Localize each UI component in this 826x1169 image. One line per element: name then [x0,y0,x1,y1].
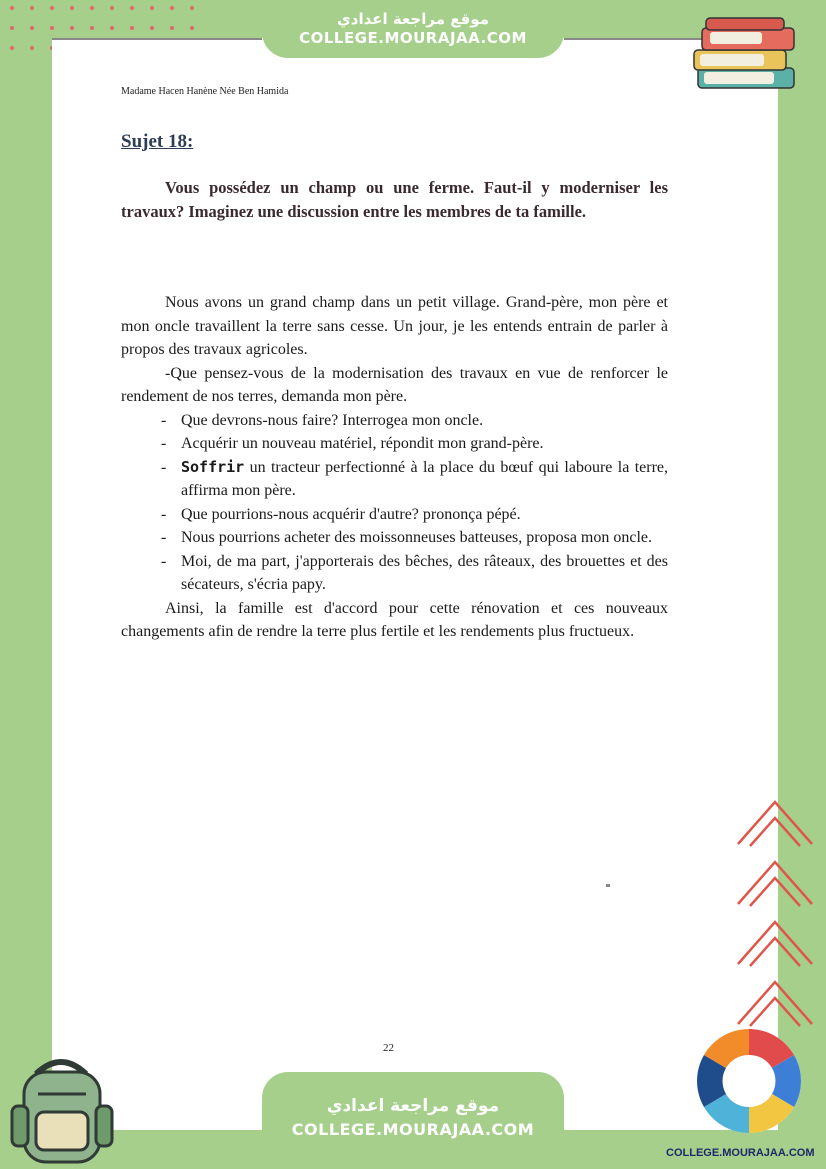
site-url[interactable]: COLLEGE.MOURAJAA.COM [299,29,527,47]
site-url[interactable]: COLLEGE.MOURAJAA.COM [291,1120,535,1139]
conclusion-paragraph: Ainsi, la famille est d'accord pour cette rénovation et ces nouveaux changements afin de rendre la terre plus fertile et les rendements plus fructueux. [121,599,668,640]
books-stack-icon [690,14,802,94]
dialogue-line: - Moi, de ma part, j'apporterais des bêches, des râteaux, des brouettes et des sécateurs, s'écria papy. [161,552,668,593]
dialogue-line: - Soffrir un tracteur perfectionné à la place du bœuf qui laboure la terre, affirma mon père. [161,457,668,499]
dialogue-line: - Acquérir un nouveau matériel, répondit mon grand-père. [161,435,544,452]
page-number: 22 [383,1042,394,1054]
header-banner [262,0,564,58]
divider [52,38,262,40]
essay-body [121,291,668,644]
dialogue-line: - Que devrons-nous faire? Interrogea mon oncle. [161,411,484,429]
chevron-up-icon [732,792,818,852]
site-name-arabic: موقع مراجعة اعدادي [337,10,489,28]
scan-speck [606,884,610,887]
intro-paragraph: Nous avons un grand champ dans un petit village. Grand-père, mon père et mon oncle travaillent la terre sans cesse. Un jour, je les entends entrain de parler à propos des travaux agricoles. [121,294,668,358]
question-paragraph: -Que pensez-vous de la modernisation des travaux en vue de renforcer le rendement de nos terres, demanda mon père. [121,364,668,405]
site-name-arabic: موقع مراجعة اعدادي [326,1096,500,1116]
subjects-wheel-logo-icon [694,1025,804,1143]
chevron-up-icon [732,972,818,1032]
dialogue-line: - Nous pourrions acheter des moissonneuses batteuses, proposa mon oncle. [161,529,653,546]
essay-prompt: Vous possédez un champ ou une ferme. Faut-il y moderniser les travaux? Imaginez une discussion entre les membres de ta famille. [121,178,668,221]
subject-title: Sujet 18: [121,131,194,152]
chevron-up-icon [732,852,818,912]
logo-site-url: COLLEGE.MOURAJAA.COM [666,1147,815,1159]
chevron-up-icon [732,912,818,972]
backpack-icon [6,1054,116,1166]
dialogue-line: - Que pourrions-nous acquérir d'autre? prononça pépé. [161,505,521,523]
author-name: Madame Hacen Hanène Née Ben Hamida [121,86,289,97]
handwritten-word: Soffrir [181,457,245,476]
footer-banner [262,1072,564,1169]
